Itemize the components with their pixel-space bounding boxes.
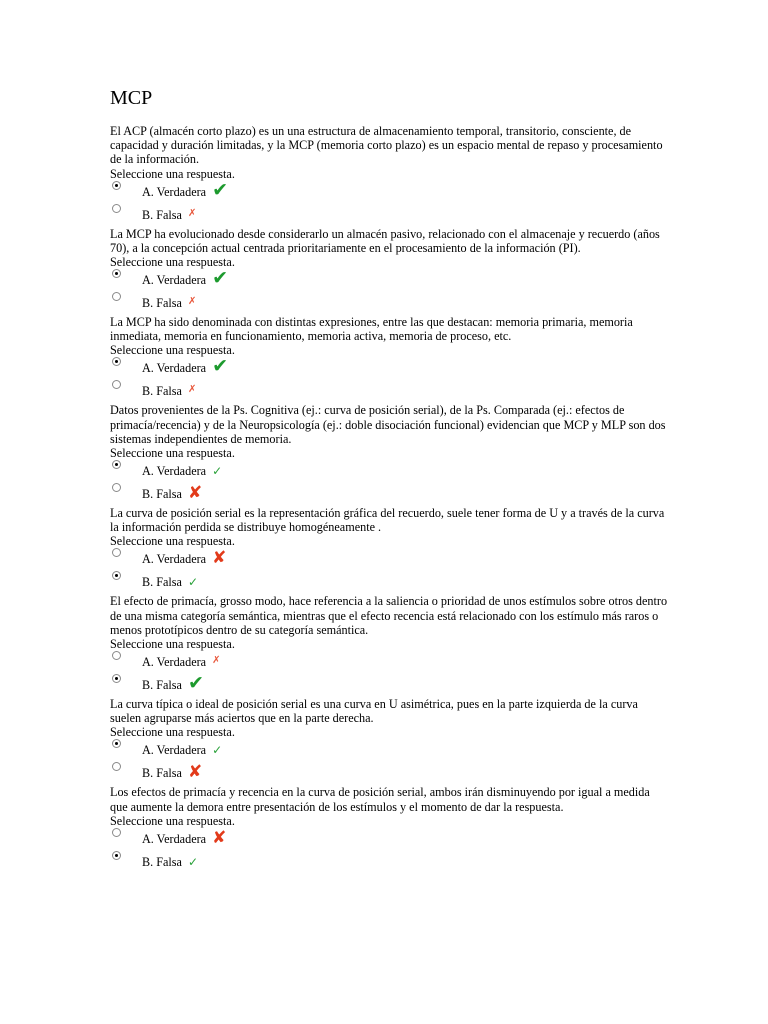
question-text: La curva de posición serial es la representación gráfica del recuerdo, suele tener forma de U y a través de la curva la información perdida se distribuye homogéneamente .: [110, 506, 665, 535]
option-label-wrap: [142, 178, 228, 201]
option-label-wrap: [142, 827, 227, 848]
wrong-cross-icon: ✗: [187, 296, 197, 308]
option-label: A. Verdadera: [142, 655, 207, 670]
option-label-wrap: [142, 575, 198, 589]
option-label: A. Verdadera: [142, 464, 207, 479]
option-label: A. Verdadera: [142, 361, 207, 376]
wrong-cross-icon: ✗: [187, 384, 197, 396]
answer-option[interactable]: [110, 739, 670, 762]
answer-option[interactable]: [110, 828, 670, 851]
option-label-wrap: [142, 548, 227, 569]
answer-option[interactable]: [110, 851, 670, 874]
radio-button[interactable]: [112, 651, 121, 660]
radio-button[interactable]: [112, 269, 121, 278]
radio-button[interactable]: [112, 292, 121, 301]
wrong-cross-icon: ✘: [212, 548, 227, 569]
wrong-cross-icon: ✘: [187, 762, 203, 783]
option-label-wrap: [142, 762, 203, 783]
question-1: [110, 124, 670, 227]
option-label: B. Falsa: [142, 854, 182, 869]
question-text: La MCP ha sido denominada con distintas expresiones, entre las que destacan: memoria primaria, memoria inmediata, memoria en funcionamiento, memoria activa, memoria de proceso, etc.: [110, 315, 633, 344]
answer-prompt: Seleccione una respuesta.: [110, 534, 235, 549]
option-label: A. Verdadera: [142, 831, 207, 846]
answer-option[interactable]: [110, 762, 670, 785]
radio-button[interactable]: [112, 380, 121, 389]
answer-option[interactable]: [110, 651, 670, 674]
wrong-cross-icon: ✘: [212, 827, 227, 848]
answer-prompt: Seleccione una respuesta.: [110, 813, 235, 828]
page-title: MCP: [110, 87, 153, 109]
radio-button[interactable]: [112, 762, 121, 771]
question-text: El efecto de primacía, grosso modo, hace referencia a la saliencia o prioridad de unos estímulos sobre otros dentro de una misma categoría semántica, mientras que el efecto recencia está relacionado con los estímulo más raros o menos prototípicos dentro de su categoría semántica.: [110, 594, 668, 637]
correct-check-icon: ✓: [187, 575, 199, 590]
correct-check-icon: ✔: [212, 178, 228, 201]
question-6: [110, 594, 670, 697]
option-label-wrap: [142, 464, 222, 478]
correct-check-icon: ✔: [212, 267, 228, 290]
answer-option[interactable]: [110, 460, 670, 483]
correct-check-icon: ✓: [212, 743, 223, 758]
radio-button[interactable]: [112, 460, 121, 469]
option-label-wrap: [142, 208, 196, 222]
option-label-wrap: [142, 267, 228, 290]
question-text: El ACP (almacén corto plazo) es un una estructura de almacenamiento temporal, transitorio, consciente, de capacidad y duración limitadas, y la MCP (memoria corto plazo) es un espacio mental de repaso y procesamiento de la información.: [110, 124, 663, 167]
answer-option[interactable]: [110, 204, 670, 227]
quiz-page: [110, 86, 670, 874]
answer-option[interactable]: [110, 292, 670, 315]
question-text: Datos provenientes de la Ps. Cognitiva (ej.: curva de posición serial), de la Ps. Comparada (ej.: efectos de primacía/recencia) y de la Neuropsicología (ej.: doble disociación funcional) evidencian que MCP y MLP son dos sistemas independientes de memoria.: [110, 403, 666, 446]
option-label-wrap: [142, 655, 220, 669]
wrong-cross-icon: ✘: [187, 483, 203, 504]
radio-button[interactable]: [112, 674, 121, 683]
option-label: A. Verdadera: [142, 743, 207, 758]
answer-option[interactable]: [110, 548, 670, 571]
answer-option[interactable]: [110, 571, 670, 594]
correct-check-icon: ✓: [212, 464, 223, 479]
answer-prompt: Seleccione una respuesta.: [110, 637, 235, 652]
option-label-wrap: [142, 384, 196, 398]
answer-option[interactable]: [110, 357, 670, 380]
question-2: [110, 227, 670, 315]
question-8: [110, 785, 670, 873]
option-label: B. Falsa: [142, 384, 182, 399]
question-text: La MCP ha evolucionado desde considerarlo un almacén pasivo, relacionado con el almacenaje y recuerdo (años 70), a la concepción actual centrada prioritariamente en el procesamiento de la información (PI).: [110, 226, 660, 255]
wrong-cross-icon: ✗: [187, 207, 197, 219]
option-label-wrap: [142, 855, 198, 869]
option-label-wrap: [142, 743, 222, 757]
question-text: La curva típica o ideal de posición serial es una curva en U asimétrica, pues en la parte izquierda de la curva suelen agruparse más aciertos que en la parte derecha.: [110, 697, 638, 726]
correct-check-icon: ✓: [187, 854, 199, 869]
radio-button[interactable]: [112, 181, 121, 190]
answer-prompt: Seleccione una respuesta.: [110, 446, 235, 461]
option-label: B. Falsa: [142, 487, 182, 502]
answer-option[interactable]: [110, 178, 670, 204]
wrong-cross-icon: ✗: [212, 655, 221, 667]
radio-button[interactable]: [112, 851, 121, 860]
answer-option[interactable]: [110, 674, 670, 697]
answer-prompt: Seleccione una respuesta.: [110, 343, 235, 358]
radio-button[interactable]: [112, 548, 121, 557]
question-4: [110, 403, 670, 506]
answer-option[interactable]: [110, 269, 670, 292]
option-label-wrap: [142, 483, 203, 504]
option-label: B. Falsa: [142, 207, 182, 222]
radio-button[interactable]: [112, 483, 121, 492]
answer-option[interactable]: [110, 483, 670, 506]
correct-check-icon: ✔: [187, 672, 204, 695]
option-label: B. Falsa: [142, 678, 182, 693]
option-label: B. Falsa: [142, 296, 182, 311]
radio-button[interactable]: [112, 739, 121, 748]
option-label: A. Verdadera: [142, 273, 207, 288]
question-5: [110, 506, 670, 594]
option-label: A. Verdadera: [142, 184, 207, 199]
option-label: B. Falsa: [142, 575, 182, 590]
answer-prompt: Seleccione una respuesta.: [110, 166, 235, 181]
question-7: [110, 697, 670, 785]
question-text: Los efectos de primacía y recencia en la curva de posición serial, ambos irán disminuyendo por igual a medida que aumente la demora entre presentación de los estímulos y el momento de dar la respuesta.: [110, 785, 650, 814]
option-label-wrap: [142, 355, 228, 378]
option-label: B. Falsa: [142, 766, 182, 781]
radio-button[interactable]: [112, 571, 121, 580]
answer-prompt: Seleccione una respuesta.: [110, 725, 235, 740]
answer-option[interactable]: [110, 380, 670, 403]
question-3: [110, 315, 670, 403]
option-label-wrap: [142, 672, 204, 695]
option-label-wrap: [142, 296, 196, 310]
question-list: [110, 124, 670, 874]
answer-prompt: Seleccione una respuesta.: [110, 255, 235, 270]
radio-button[interactable]: [112, 204, 121, 213]
option-label: A. Verdadera: [142, 552, 207, 567]
correct-check-icon: ✔: [212, 355, 228, 378]
radio-button[interactable]: [112, 357, 121, 366]
radio-button[interactable]: [112, 828, 121, 837]
